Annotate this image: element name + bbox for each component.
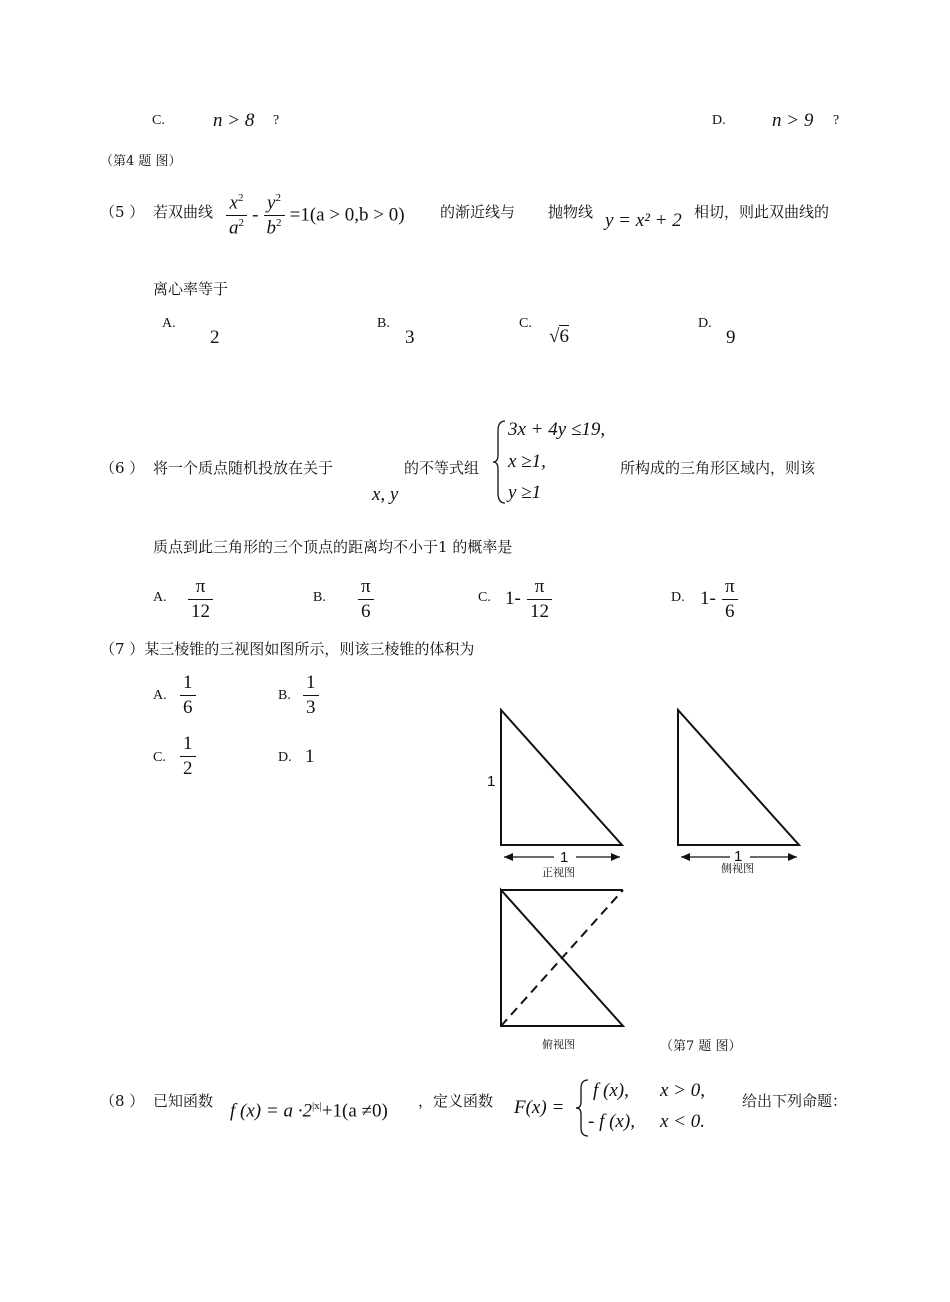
q7-option-c-label: C. bbox=[153, 750, 166, 765]
q8-function: f $(x) = a \cdot 2^{|x|}+1(a \ne 0)$ bbox=[230, 1100, 388, 1122]
front-height-label: 1 bbox=[487, 773, 496, 790]
arrow-right-icon bbox=[611, 853, 620, 861]
q5-option-b-value: 3 bbox=[405, 327, 415, 348]
q5-option-d-label: D. bbox=[698, 316, 712, 331]
q6-option-b-frac: $\frac{\pi}{6}$ bbox=[358, 576, 374, 623]
front-width-label: 1 bbox=[560, 849, 569, 866]
q7-text: （7 ）某三棱锥的三视图如图所示，则该三棱锥的体积为 bbox=[100, 640, 475, 658]
q6-line2: 质点到此三角形的三个顶点的距离均不小于1 的概率是 bbox=[153, 538, 513, 556]
q5-option-c-sqrt bbox=[549, 326, 569, 348]
q7-option-c-frac: $\frac{1}{2}$ bbox=[180, 733, 196, 780]
side-view bbox=[678, 710, 799, 875]
q6-number: （6 ） bbox=[100, 459, 145, 477]
q8-case1-f: f (x), bbox=[593, 1080, 629, 1101]
q5-number: （5 ） bbox=[100, 203, 145, 221]
q6-system-line2: x ≥1, bbox=[508, 451, 546, 472]
option-c-question: ? bbox=[273, 113, 280, 128]
q5-option-a-value: 2 bbox=[210, 327, 220, 348]
q8-case2-f: - f (x), bbox=[588, 1111, 635, 1132]
q6-text-pre: 将一个质点随机投放在关于 bbox=[153, 459, 334, 477]
q5-option-b-label: B. bbox=[377, 316, 390, 331]
front-view bbox=[487, 710, 622, 879]
q5-option-c-value: 6 bbox=[559, 326, 569, 347]
q6-text-post: 所构成的三角形区域内，则该 bbox=[620, 459, 816, 477]
q6-option-d-prefix: 1- bbox=[700, 588, 716, 609]
q6-option-a-frac: $\frac{\pi}{12}$ bbox=[188, 576, 213, 623]
option-c-label: C. bbox=[152, 113, 165, 128]
q6-system-line3: y ≥1 bbox=[508, 482, 542, 503]
q6-option-a-label: A. bbox=[153, 590, 167, 605]
q8-number: （8 ） bbox=[100, 1092, 145, 1110]
q8-text-mid: ，定义函数 bbox=[418, 1092, 494, 1110]
q6-option-c-label: C. bbox=[478, 590, 491, 605]
q5-text-pre: 若双曲线 bbox=[153, 203, 214, 221]
q5-parabola: y = x² + 2 bbox=[605, 210, 682, 231]
figure-4-caption: （第4 题 图） bbox=[100, 154, 182, 169]
system-brace-icon bbox=[491, 419, 507, 505]
option-d-label: D. bbox=[712, 113, 726, 128]
arrow-right-icon bbox=[788, 853, 797, 861]
q5-text-post: 相切，则此双曲线的 bbox=[694, 203, 830, 221]
q7-option-d-label: D. bbox=[278, 750, 292, 765]
option-c-math: n > 8 bbox=[213, 110, 255, 131]
q5-text-mid2: 抛物线 bbox=[548, 203, 594, 221]
q6-option-c-prefix: 1- bbox=[505, 588, 521, 609]
sqrt-icon: √ bbox=[549, 326, 560, 347]
q5-option-c-label: C. bbox=[519, 316, 532, 331]
q8-text-pre: 已知函数 bbox=[153, 1092, 214, 1110]
figure-7-caption: （第7 题 图） bbox=[660, 1039, 742, 1054]
option-d-question: ? bbox=[833, 113, 840, 128]
q6-option-d-label: D. bbox=[671, 590, 685, 605]
top-view-label: 俯视图 bbox=[542, 1039, 575, 1051]
front-view-label: 正视图 bbox=[542, 867, 575, 879]
q7-option-b-label: B. bbox=[278, 688, 291, 703]
q5-hyperbola-condition: =1(a > 0,b > 0) bbox=[289, 204, 405, 226]
arrow-left-icon bbox=[504, 853, 513, 861]
q6-text-mid: 的不等式组 bbox=[404, 459, 480, 477]
three-view-figure bbox=[470, 700, 810, 1060]
q5-option-a-label: A. bbox=[162, 316, 176, 331]
q7-option-a-frac: $\frac{1}{6}$ bbox=[180, 672, 196, 719]
q8-F-def: F(x) = bbox=[514, 1097, 565, 1118]
q8-case2-cond: x < 0. bbox=[660, 1111, 706, 1132]
q6-option-b-label: B. bbox=[313, 590, 326, 605]
q7-option-b-frac: $\frac{1}{3}$ bbox=[303, 672, 319, 719]
q5-option-d-value: 9 bbox=[726, 327, 736, 348]
q5-line2: 离心率等于 bbox=[153, 280, 229, 298]
option-d-math: n > 9 bbox=[772, 110, 814, 131]
q8-text-post: 给出下列命题： bbox=[742, 1092, 848, 1110]
side-view-label: 侧视图 bbox=[721, 863, 754, 875]
q6-option-d-frac: $\frac{\pi}{6}$ bbox=[722, 576, 738, 623]
arrow-left-icon bbox=[681, 853, 690, 861]
q5-text-mid1: 的渐近线与 bbox=[440, 203, 516, 221]
q8-case1-cond: x > 0, bbox=[660, 1080, 706, 1101]
q6-system-line1: 3x + 4y ≤19, bbox=[508, 419, 606, 440]
q5-hyperbola: $\frac{x^2}{a^2}$ - $\frac{y^2}{b^2}$ =1(a > 0,b > 0) bbox=[226, 192, 405, 240]
top-view bbox=[501, 890, 623, 1051]
side-width-label: 1 bbox=[734, 848, 743, 865]
q7-option-a-label: A. bbox=[153, 688, 167, 703]
q6-option-c-frac: $\frac{\pi}{12}$ bbox=[527, 576, 552, 623]
q6-vars: x, y bbox=[372, 484, 399, 505]
q7-option-d-value: 1 bbox=[305, 746, 315, 767]
